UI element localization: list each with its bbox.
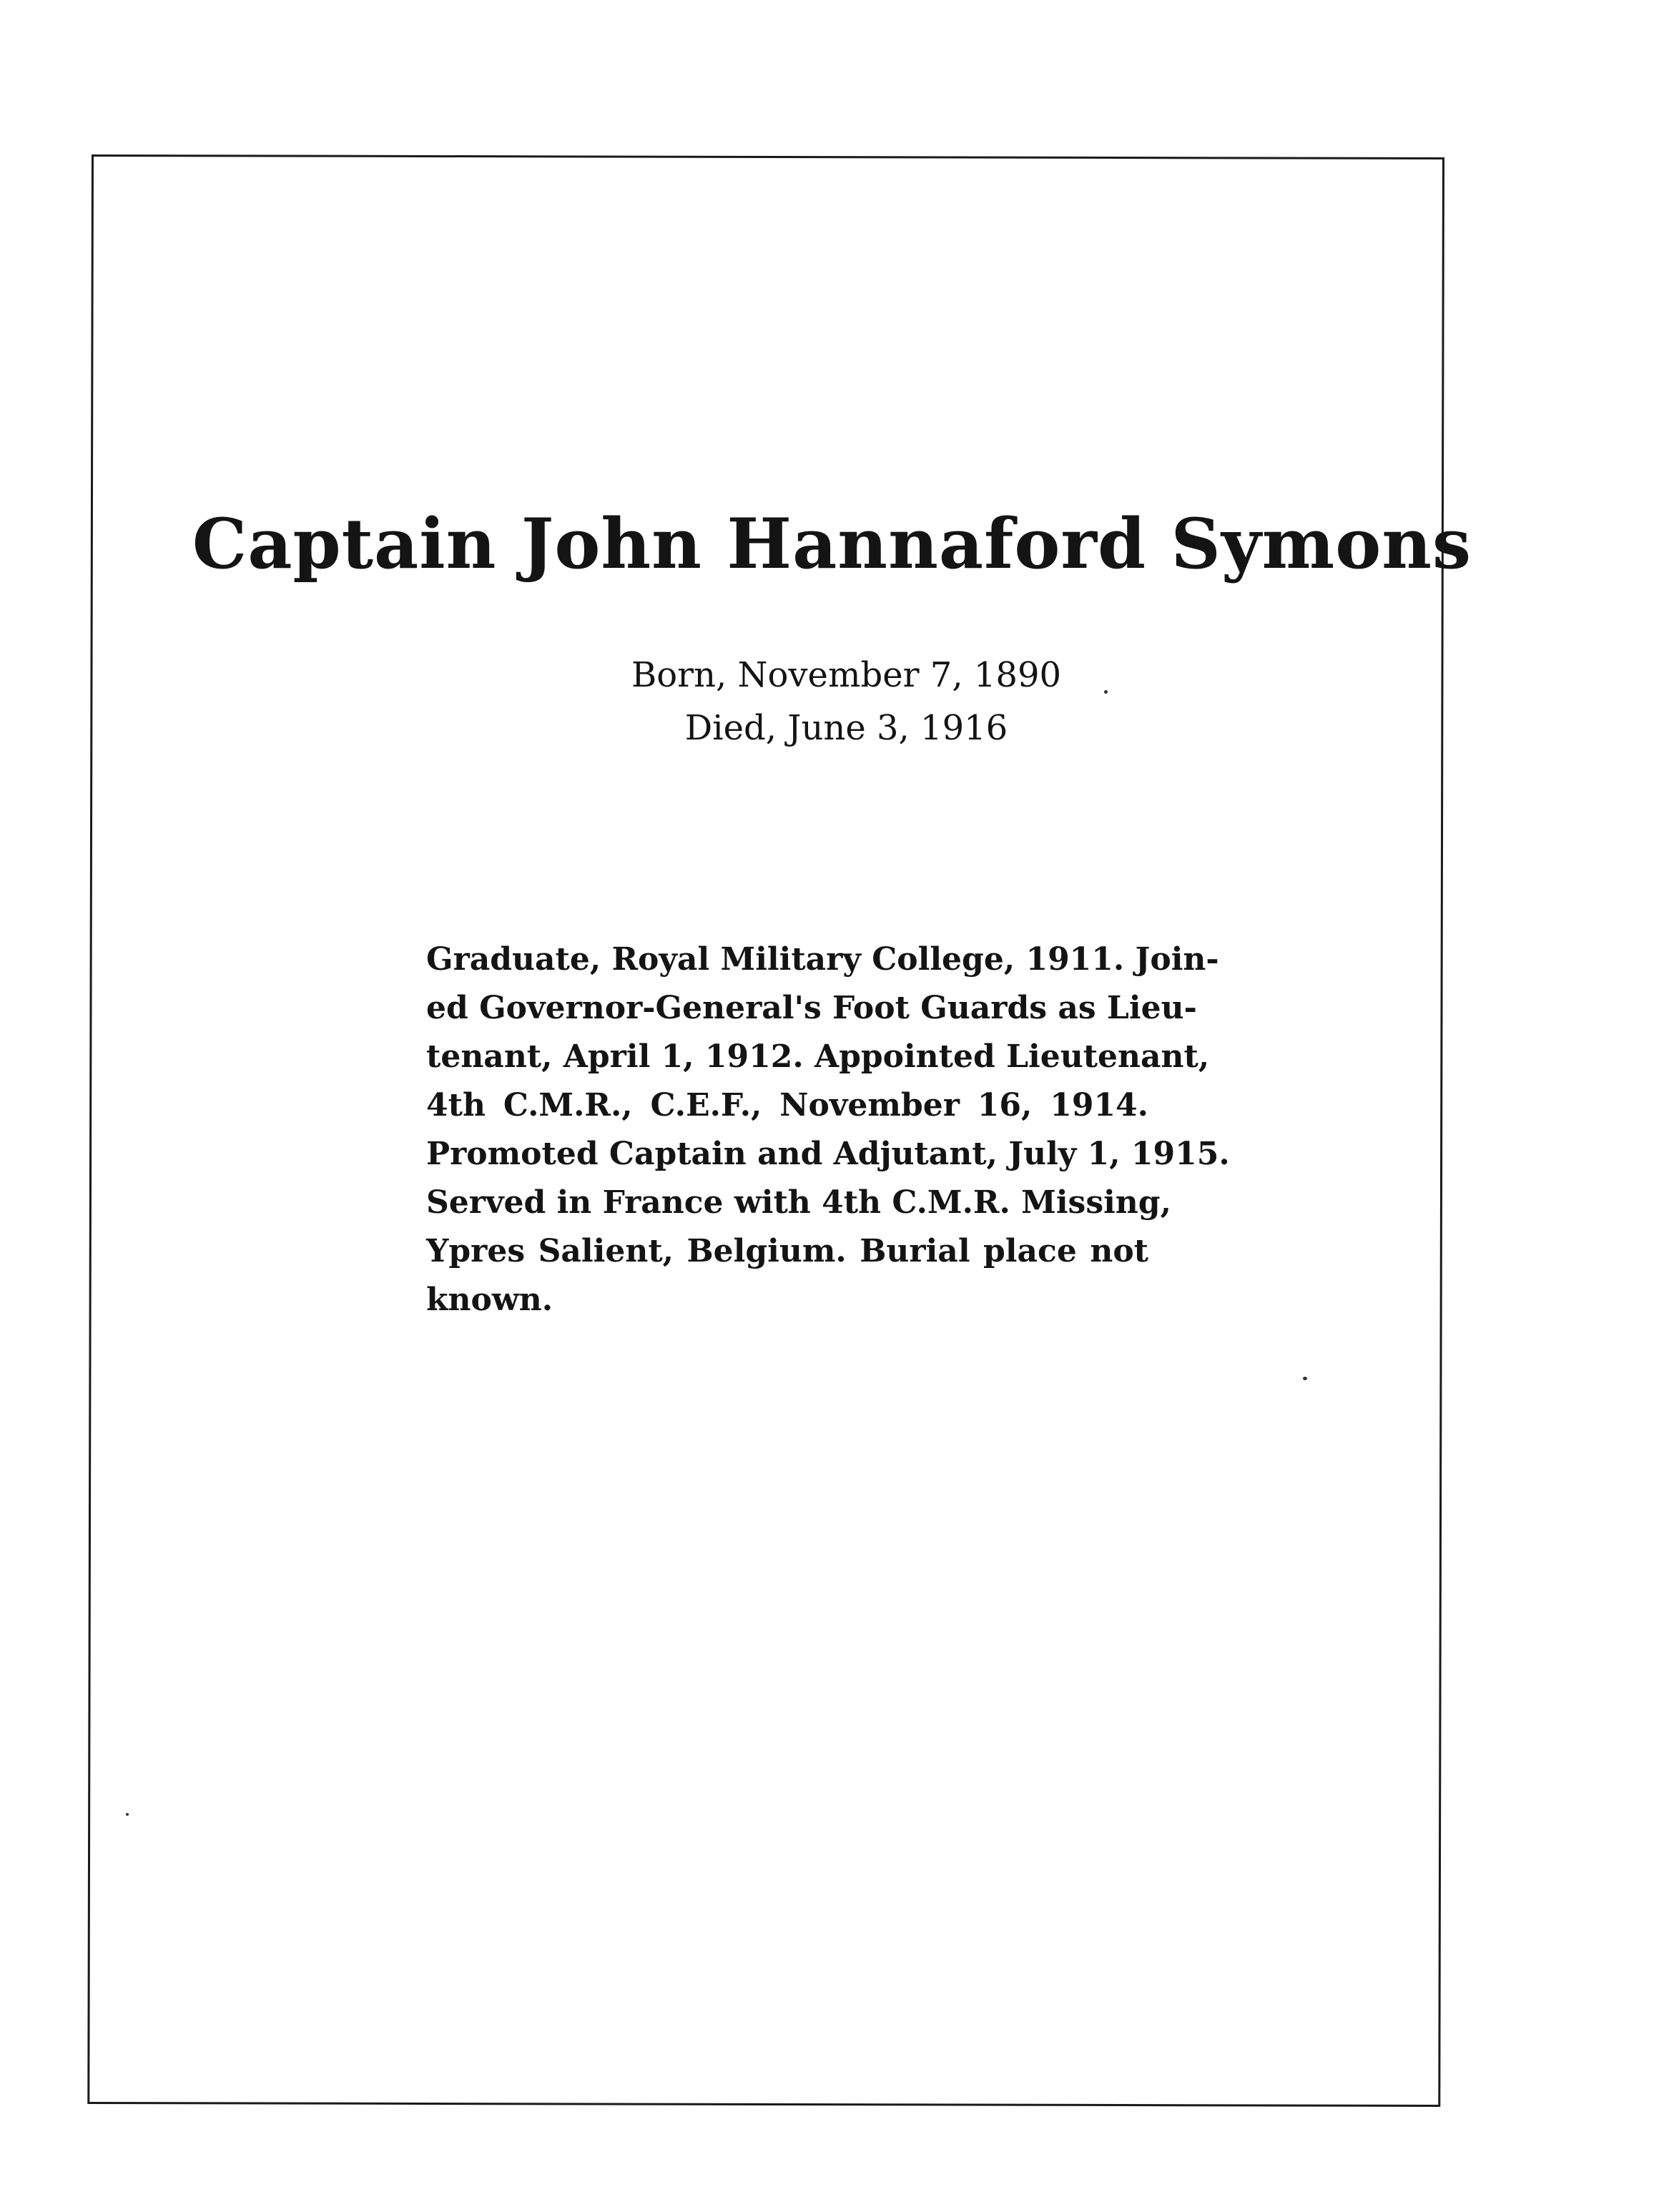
biography-line: ed Governor-General's Foot Guards as Lieu- (426, 990, 1197, 1026)
biography-line: Graduate, Royal Military College, 1911. Join- (426, 941, 1219, 978)
death-date: Died, June 3, 1916 (684, 708, 1008, 748)
scan-speck (1104, 690, 1108, 694)
scan-speck (126, 1813, 129, 1816)
memorial-title: Captain John Hannaford Symons (192, 503, 1472, 584)
biography-line: Promoted Captain and Adjutant, July 1, 1915. (426, 1136, 1230, 1172)
biography-line: Served in France with 4th C.M.R. Missing, (426, 1184, 1171, 1221)
biography-paragraph (426, 935, 1230, 1324)
biography-line: Ypres Salient, Belgium. Burial place not (426, 1233, 1148, 1269)
biography-line: 4th C.M.R., C.E.F., November 16, 1914. (426, 1087, 1148, 1124)
scan-speck (1303, 1377, 1307, 1380)
biography-line: tenant, April 1, 1912. Appointed Lieutenant, (426, 1038, 1210, 1075)
biography-line: known. (426, 1282, 553, 1318)
birth-date: Born, November 7, 1890 (631, 655, 1062, 695)
